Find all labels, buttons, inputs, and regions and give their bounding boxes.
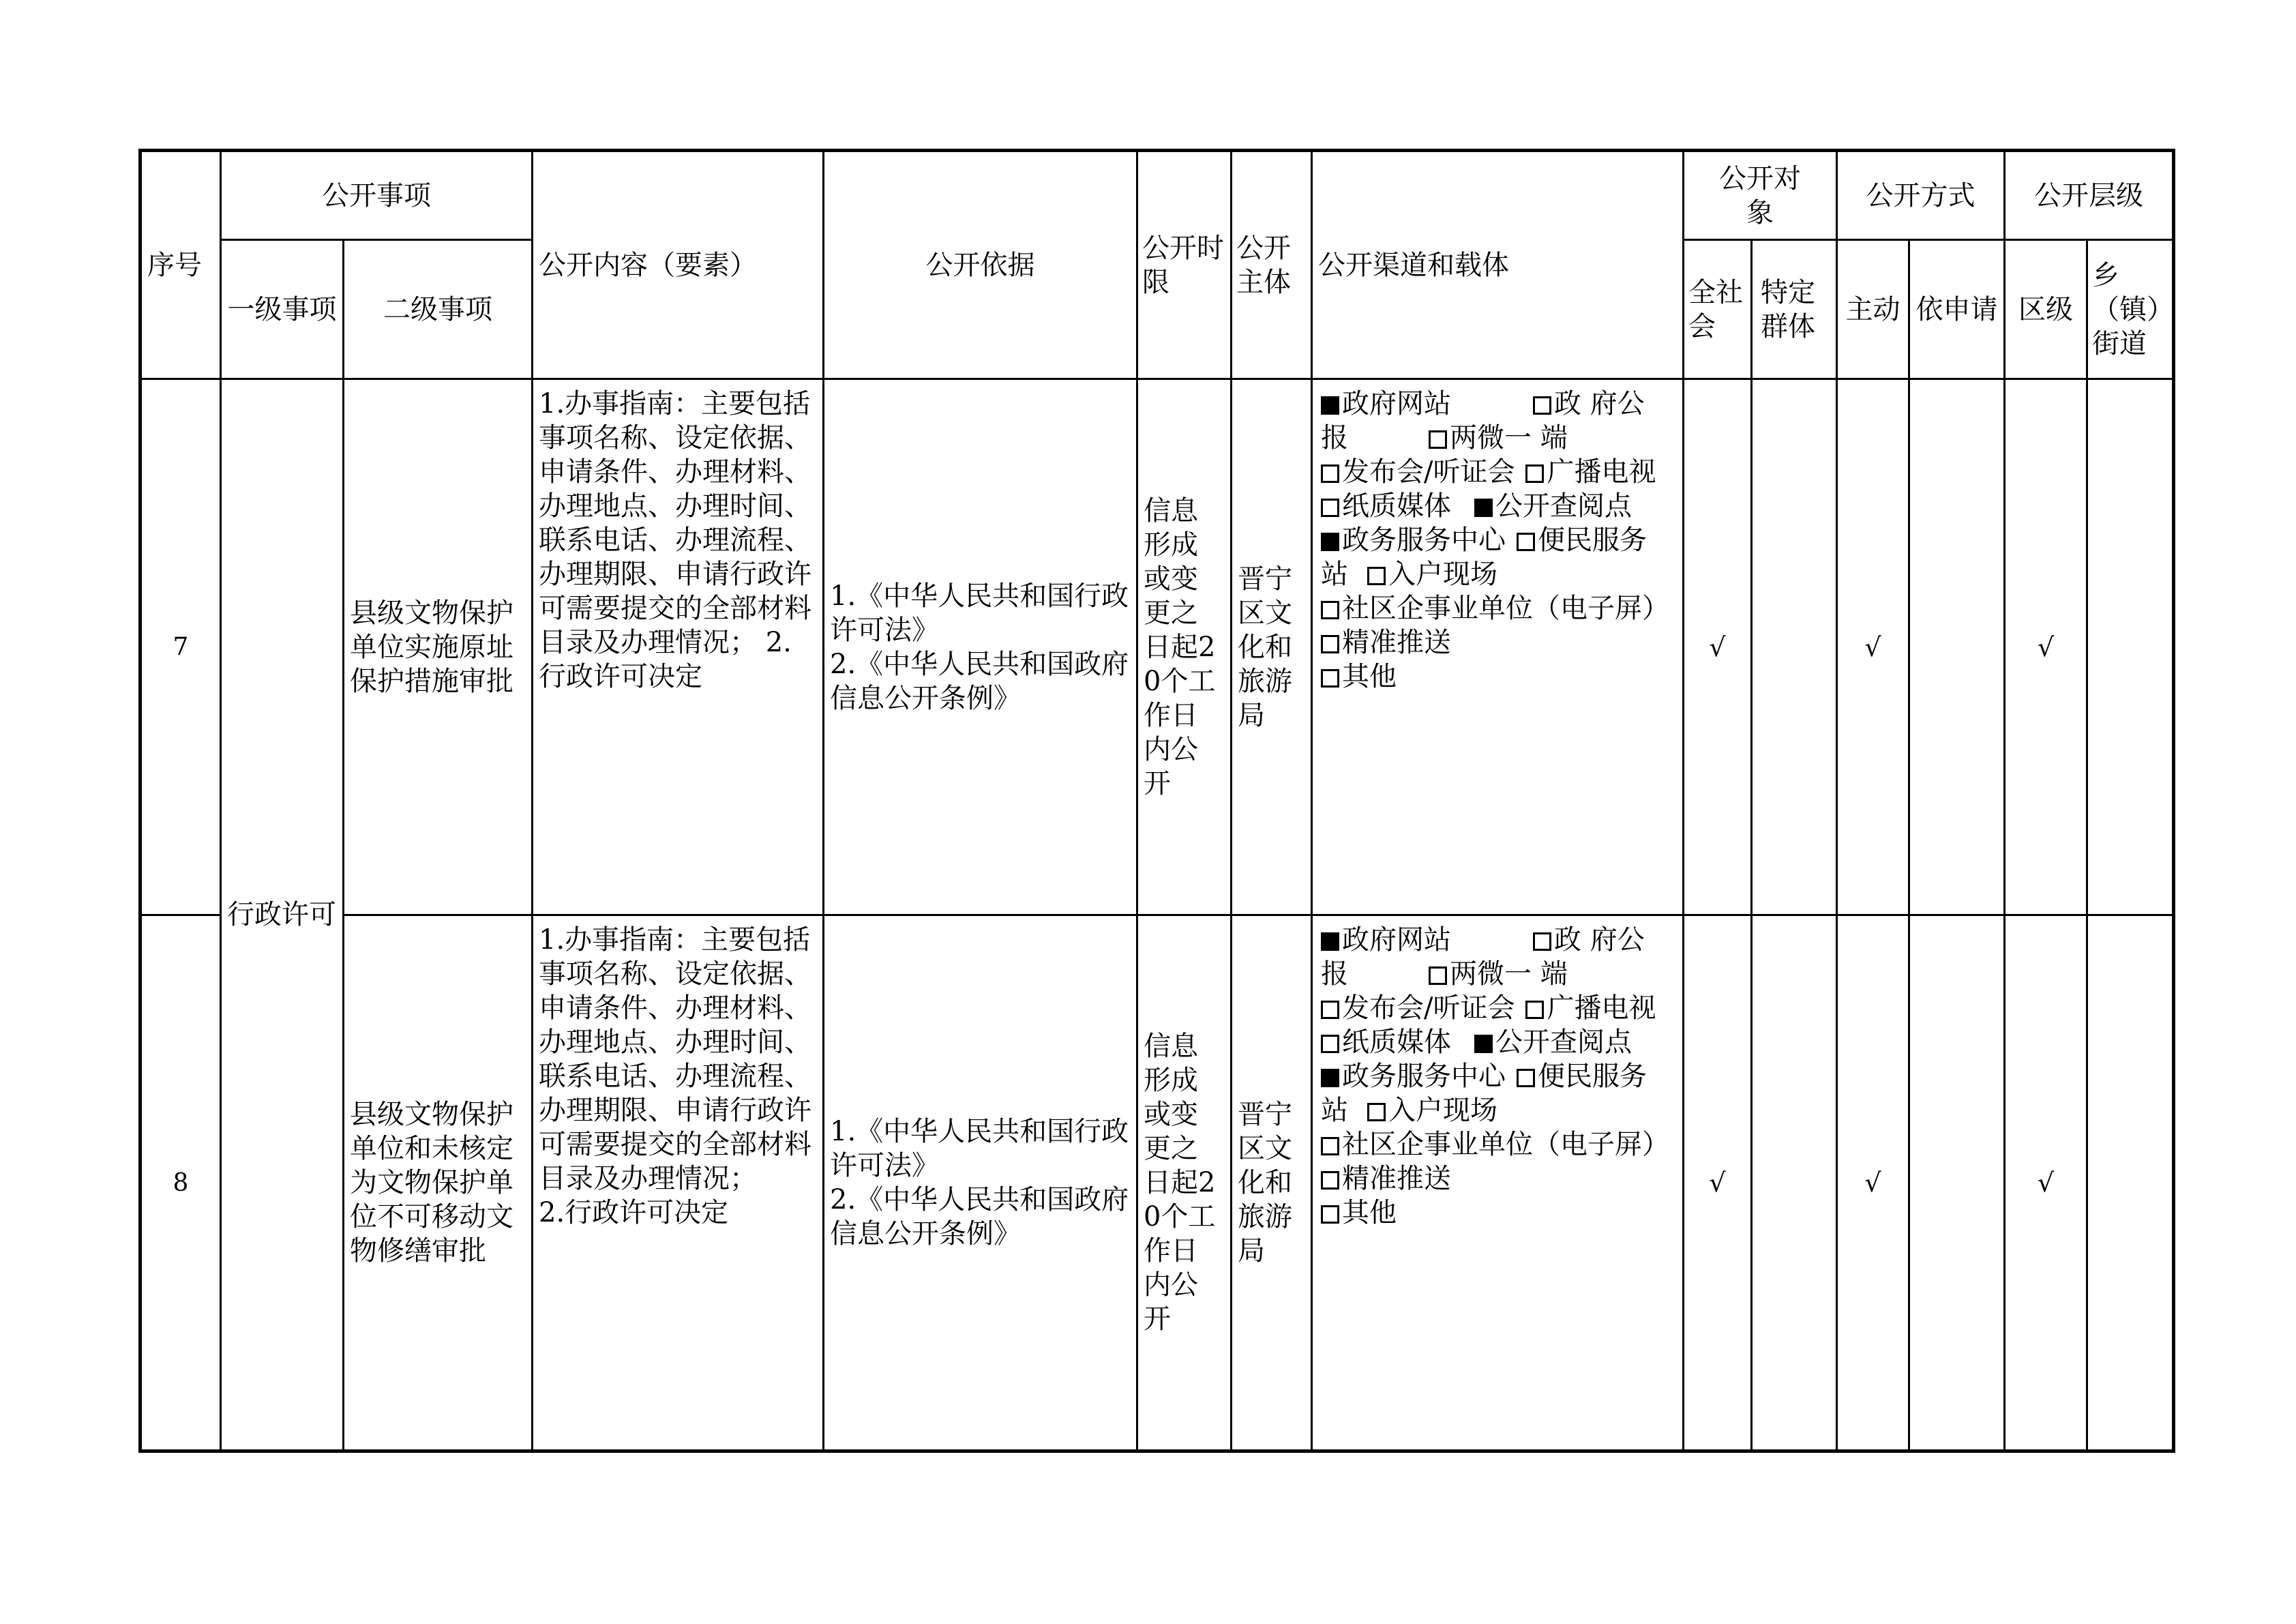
unchecked-box-icon (1321, 1171, 1339, 1190)
channel-onsite: 入户现场 (1388, 559, 1497, 590)
header-level1: 一级事项 (221, 240, 344, 379)
row-time-limit: 信息形成或变更之日起20个工作日内公开 (1137, 915, 1232, 1451)
unchecked-box-icon (1517, 533, 1535, 551)
empty-cell (1752, 915, 1837, 1451)
header-content: 公开内容（要素） (533, 151, 824, 379)
header-audience-specific: 特定群体 (1752, 240, 1837, 379)
header-basis: 公开依据 (824, 151, 1137, 379)
channel-community: 社区企事业单位（电子屏） (1342, 1129, 1669, 1160)
channel-onsite: 入户现场 (1388, 1095, 1497, 1126)
header-level: 公开层级 (2005, 151, 2174, 240)
unchecked-box-icon (1517, 1069, 1535, 1087)
channel-reading-point: 公开查阅点 (1495, 490, 1632, 522)
channel-gov-site: 政府网站 (1342, 924, 1451, 956)
check-mark: √ (1684, 379, 1752, 915)
header-audience: 公开对象 (1684, 151, 1837, 240)
unchecked-box-icon (1321, 1205, 1339, 1224)
unchecked-box-icon (1321, 1137, 1339, 1155)
row-basis (824, 379, 1137, 915)
empty-cell (1752, 379, 1837, 915)
unchecked-box-icon (1321, 635, 1339, 653)
channel-two-wei: 两微一 端 (1450, 958, 1568, 990)
basis-line: 1.《中华人民共和国行政许可法》 (830, 1116, 1129, 1181)
header-method-request: 依申请 (1909, 240, 2005, 379)
channel-press: 发布会/听证会 (1342, 456, 1515, 488)
channel-convenience: 便民服务 (1538, 1061, 1647, 1092)
channel-paper: 纸质媒体 (1342, 490, 1451, 522)
header-method: 公开方式 (1837, 151, 2005, 240)
channel-convenience: 便民服务 (1538, 525, 1647, 556)
check-mark: √ (1684, 915, 1752, 1451)
basis-line: 2.《中华人民共和国政府信息公开条例》 (830, 648, 1129, 714)
header-level2: 二级事项 (344, 240, 533, 379)
row-basis (824, 915, 1137, 1451)
check-mark: √ (1837, 915, 1909, 1451)
row-content: 1.办事指南：主要包括事项名称、设定依据、申请条件、办理材料、办理地点、办理时间、联系电话、办理流程、办理期限、申请行政许可需要提交的全部材料目录及办理情况； 2.行政许可决定 (533, 379, 824, 915)
unchecked-box-icon (1321, 1001, 1339, 1019)
checked-box-icon (1321, 533, 1339, 551)
header-method-active: 主动 (1837, 240, 1909, 379)
row-channels (1312, 915, 1684, 1451)
empty-cell (1909, 915, 2005, 1451)
table-row (140, 915, 2174, 1451)
channel-precise: 精准推送 (1342, 627, 1451, 658)
level1-item: 行政许可 (221, 379, 344, 1451)
checked-box-icon (1474, 499, 1493, 517)
unchecked-box-icon (1321, 1035, 1339, 1053)
header-audience-all: 全社会 (1684, 240, 1752, 379)
unchecked-box-icon (1321, 499, 1339, 517)
channel-gov-site: 政府网站 (1342, 388, 1451, 419)
unchecked-box-icon (1429, 430, 1447, 449)
header-time-limit: 公开时限 (1137, 151, 1232, 379)
channel-community: 社区企事业单位（电子屏） (1342, 593, 1669, 624)
unchecked-box-icon (1367, 1103, 1386, 1121)
unchecked-box-icon (1533, 932, 1551, 951)
channel-two-wei: 两微一 端 (1450, 422, 1568, 454)
header-level-town: 乡（镇）街道 (2087, 240, 2174, 379)
row-subject: 晋宁区文化和旅游局 (1232, 379, 1312, 915)
basis-line: 2.《中华人民共和国政府信息公开条例》 (830, 1184, 1129, 1250)
unchecked-box-icon (1321, 464, 1339, 483)
checked-box-icon (1474, 1035, 1493, 1053)
row-seq: 8 (140, 915, 221, 1451)
row-content: 1.办事指南：主要包括事项名称、设定依据、申请条件、办理材料、办理地点、办理时间、联系电话、办理流程、办理期限、申请行政许可需要提交的全部材料目录及办理情况； 2.行政许可决定 (533, 915, 824, 1451)
channel-service-center: 政务服务中心 (1342, 1061, 1506, 1092)
check-mark: √ (1837, 379, 1909, 915)
unchecked-box-icon (1321, 669, 1339, 688)
channel-paper: 纸质媒体 (1342, 1027, 1451, 1058)
check-mark: √ (2005, 915, 2087, 1451)
header-public-items: 公开事项 (221, 151, 533, 240)
disclosure-table (138, 149, 2175, 1453)
header-level-district: 区级 (2005, 240, 2087, 379)
channel-other: 其他 (1342, 1197, 1397, 1228)
header-channels: 公开渠道和载体 (1312, 151, 1684, 379)
empty-cell (1909, 379, 2005, 915)
checked-box-icon (1321, 932, 1339, 951)
row-level2: 县级文物保护单位和未核定为文物保护单位不可移动文物修缮审批 (344, 915, 533, 1451)
channel-gazette: 政 府公 (1554, 924, 1645, 956)
unchecked-box-icon (1533, 396, 1551, 415)
channel-gazette: 政 府公 (1554, 388, 1645, 419)
channel-convenience-cont: 站 (1321, 559, 1348, 590)
empty-cell (2087, 915, 2174, 1451)
unchecked-box-icon (1321, 601, 1339, 619)
empty-cell (2087, 379, 2174, 915)
channel-reading-point: 公开查阅点 (1495, 1027, 1632, 1058)
channel-convenience-cont: 站 (1321, 1095, 1348, 1126)
channel-gazette-cont: 报 (1321, 422, 1348, 454)
checked-box-icon (1321, 396, 1339, 415)
channel-broadcast: 广播电视 (1547, 456, 1656, 488)
header-seq: 序号 (140, 151, 221, 379)
channel-broadcast: 广播电视 (1547, 992, 1656, 1024)
basis-line: 1.《中华人民共和国行政许可法》 (830, 580, 1129, 646)
unchecked-box-icon (1367, 567, 1386, 585)
checked-box-icon (1321, 1069, 1339, 1087)
row-level2: 县级文物保护单位实施原址保护措施审批 (344, 379, 533, 915)
unchecked-box-icon (1525, 1001, 1544, 1019)
row-channels (1312, 379, 1684, 915)
channel-other: 其他 (1342, 661, 1397, 692)
row-time-limit: 信息形成或变更之日起20个工作日内公开 (1137, 379, 1232, 915)
table-row (140, 379, 2174, 915)
channel-precise: 精准推送 (1342, 1163, 1451, 1194)
channel-gazette-cont: 报 (1321, 958, 1348, 990)
row-seq: 7 (140, 379, 221, 915)
unchecked-box-icon (1429, 966, 1447, 985)
unchecked-box-icon (1525, 464, 1544, 483)
channel-service-center: 政务服务中心 (1342, 525, 1506, 556)
channel-press: 发布会/听证会 (1342, 992, 1515, 1024)
header-subject: 公开主体 (1232, 151, 1312, 379)
row-subject: 晋宁区文化和旅游局 (1232, 915, 1312, 1451)
check-mark: √ (2005, 379, 2087, 915)
